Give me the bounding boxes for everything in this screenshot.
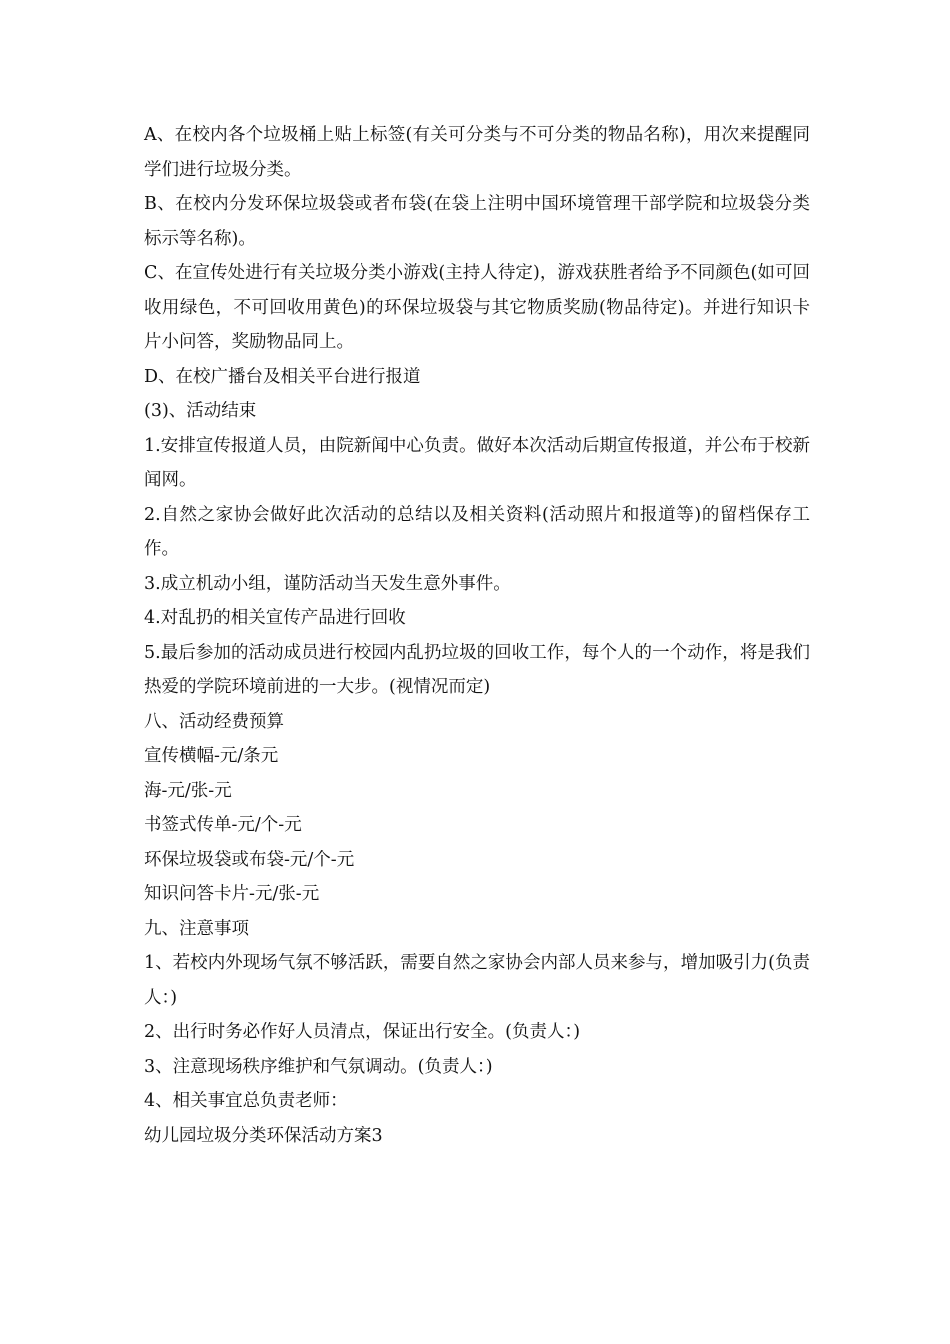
paragraph-d-broadcast: D、在校广播台及相关平台进行报道	[144, 366, 421, 387]
end-item-2: 2.自然之家协会做好此次活动的总结以及相关资料(活动照片和报道等)的留档保存工作。	[144, 504, 810, 559]
section-activity-end: (3)、活动结束	[144, 401, 257, 421]
note-item-2: 2、出行时务必作好人员清点，保证出行安全。(负责人：)	[144, 1022, 581, 1042]
end-item-1: 1.安排宣传报道人员，由院新闻中心负责。做好本次活动后期宣传报道，并公布于校新闻网。	[144, 435, 810, 490]
paragraph-b-bags: B、在校内分发环保垃圾袋或者布袋(在袋上注明中国环境管理干部学院和垃圾袋分类标示等名称)。	[144, 194, 810, 249]
end-item-5: 5.最后参加的活动成员进行校园内乱扔垃圾的回收工作，每个人的一个动作，将是我们热爱的学院环境前进的一大步。(视情况而定)	[144, 642, 810, 697]
paragraph-a-labels: A、在校内各个垃圾桶上贴上标签(有关可分类与不可分类的物品名称)，用次来提醒同学们进行垃圾分类。	[144, 125, 810, 180]
note-item-1: 1、若校内外现场气氛不够活跃，需要自然之家协会内部人员来参与，增加吸引力(负责人：)	[144, 953, 810, 1008]
next-section-title: 幼儿园垃圾分类环保活动方案3	[144, 1125, 383, 1146]
note-item-4: 4、相关事宜总负责老师：	[144, 1091, 348, 1111]
end-item-4: 4.对乱扔的相关宣传产品进行回收	[144, 608, 406, 628]
budget-item-flyer: 书签式传单-元/个-元	[144, 815, 302, 835]
note-item-3: 3、注意现场秩序维护和气氛调动。(负责人：)	[144, 1056, 493, 1077]
paragraph-c-game: C、在宣传处进行有关垃圾分类小游戏(主持人待定)，游戏获胜者给予不同颜色(如可回收用绿色，不可回收用黄色)的环保垃圾袋与其它物质奖励(物品待定)。并进行知识卡片小问答，奖励物品同上。	[144, 263, 810, 352]
end-item-3: 3.成立机动小组，谨防活动当天发生意外事件。	[144, 573, 511, 594]
section-notes-heading: 九、注意事项	[144, 918, 249, 939]
budget-item-bags: 环保垃圾袋或布袋-元/个-元	[144, 849, 355, 870]
budget-item-poster: 海-元/张-元	[144, 780, 232, 801]
budget-item-cards: 知识问答卡片-元/张-元	[144, 884, 320, 904]
budget-item-banner: 宣传横幅-元/条元	[144, 746, 279, 766]
document-body	[144, 118, 810, 1153]
section-budget-heading: 八、活动经费预算	[144, 711, 284, 732]
